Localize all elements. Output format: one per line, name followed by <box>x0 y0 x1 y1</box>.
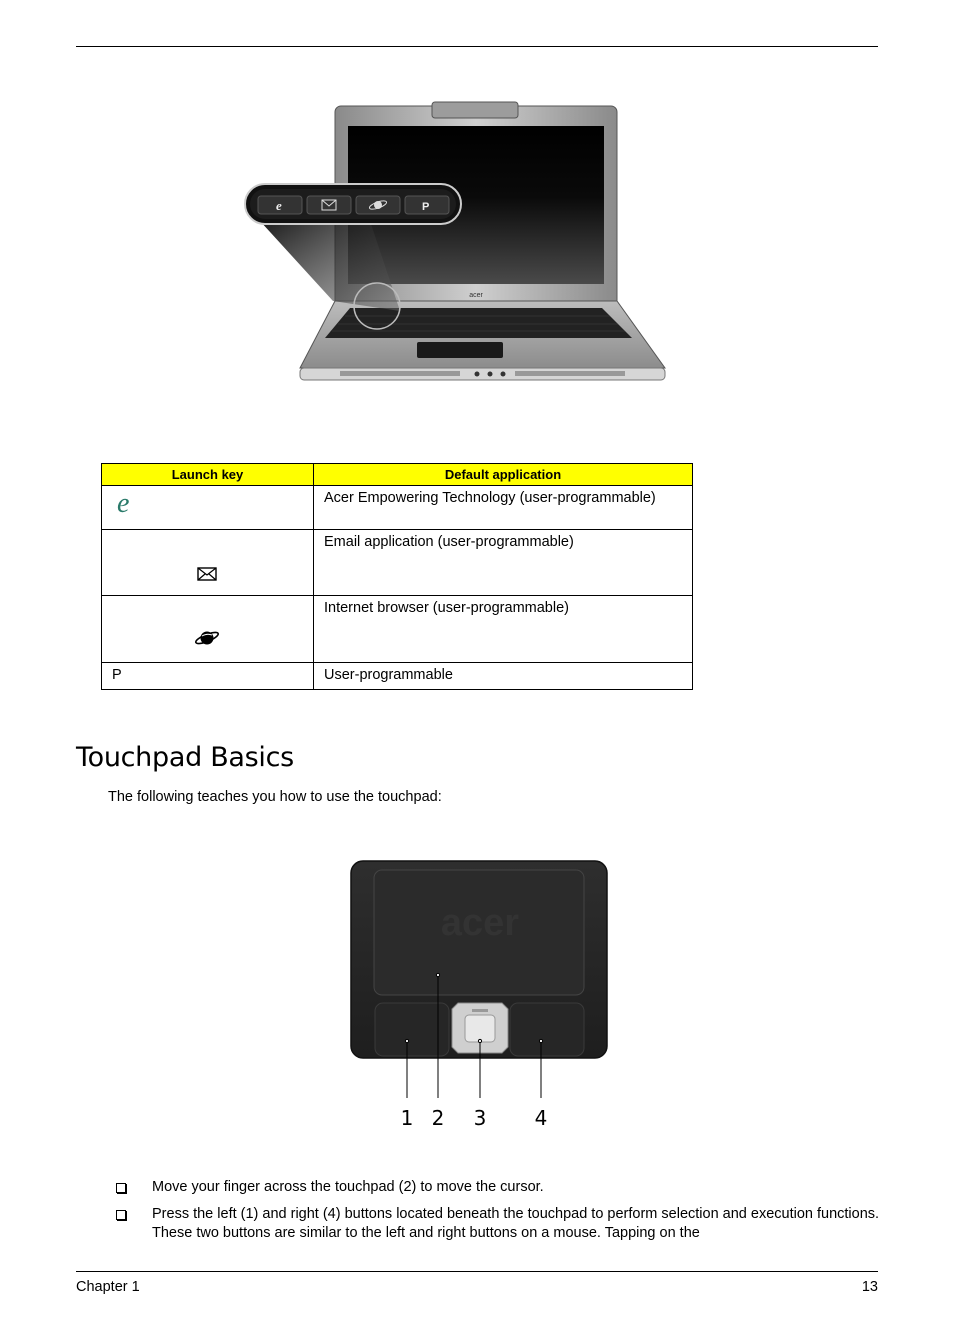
touchpad-figure <box>340 855 615 1145</box>
header-rule <box>76 46 878 47</box>
touchpad-instructions-list <box>112 1178 882 1251</box>
launch-key-cell: P <box>102 663 314 690</box>
table-header-default-application: Default application <box>314 464 693 486</box>
envelope-icon <box>196 565 220 583</box>
svg-text:acer: acer <box>440 902 520 944</box>
section-title: Touchpad Basics <box>76 742 294 773</box>
application-cell: Acer Empowering Technology (user-programmable) <box>314 486 693 530</box>
table-row <box>102 530 693 596</box>
checkbox-bullet-icon <box>116 1183 126 1193</box>
planet-icon <box>193 627 221 649</box>
application-cell: User-programmable <box>314 663 693 690</box>
table-row <box>102 486 693 530</box>
launch-key-cell <box>102 530 314 596</box>
svg-text:P: P <box>422 201 430 213</box>
list-item <box>112 1178 882 1197</box>
list-item <box>112 1205 882 1243</box>
table-row <box>102 596 693 663</box>
application-cell: Internet browser (user-programmable) <box>314 596 693 663</box>
footer-page-number: 13 <box>861 1279 878 1295</box>
checkbox-bullet-icon <box>116 1210 126 1220</box>
touchpad-label-1: 1 <box>400 1106 414 1130</box>
intro-text: The following teaches you how to use the touchpad: <box>108 789 442 805</box>
footer-rule <box>76 1271 878 1272</box>
application-cell: Email application (user-programmable) <box>314 530 693 596</box>
empowering-e-icon <box>114 488 144 518</box>
footer-chapter: Chapter 1 <box>76 1279 140 1295</box>
launch-key-cell <box>102 486 314 530</box>
svg-text:e: e <box>276 198 282 213</box>
table-header-launch-key: Launch key <box>102 464 314 486</box>
launch-key-cell <box>102 596 314 663</box>
table-row <box>102 663 693 690</box>
touchpad-label-2: 2 <box>431 1106 445 1130</box>
list-item-text: Press the left (1) and right (4) buttons located beneath the touchpad to perform selection and execution functions. These two buttons are similar to the left and right buttons on a mouse. Tapping on the <box>152 1206 880 1241</box>
laptop-launch-keys-figure <box>240 96 670 396</box>
svg-text:acer: acer <box>469 292 483 299</box>
touchpad-label-3: 3 <box>473 1106 487 1130</box>
touchpad-label-4: 4 <box>534 1106 548 1130</box>
svg-text:e: e <box>117 488 130 518</box>
list-item-text: Move your finger across the touchpad (2) to move the cursor. <box>152 1179 544 1195</box>
launch-key-table <box>101 463 693 690</box>
